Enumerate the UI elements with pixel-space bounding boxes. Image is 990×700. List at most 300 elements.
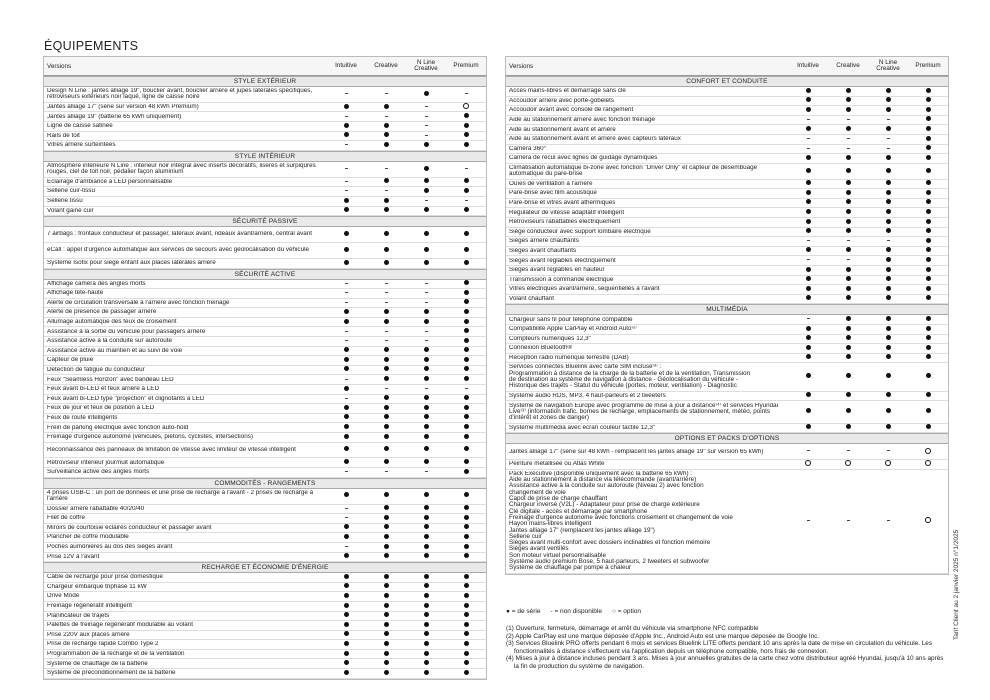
standard-dot-icon	[464, 366, 469, 371]
table-row	[44, 650, 486, 660]
standard-dot-icon	[464, 395, 469, 400]
row-label: Affichage tête-haute	[47, 290, 104, 297]
standard-dot-icon	[806, 155, 811, 160]
availability-cell	[828, 316, 868, 323]
availability-cell	[868, 345, 908, 352]
not-available-dash-icon	[425, 135, 428, 136]
standard-dot-icon	[344, 622, 349, 627]
standard-dot-icon	[886, 126, 891, 131]
standard-dot-icon	[344, 104, 349, 109]
availability-cell	[446, 376, 486, 383]
availability-cell	[326, 612, 366, 619]
availability-cell	[326, 366, 366, 373]
availability-cell	[868, 354, 908, 361]
standard-dot-icon	[384, 405, 389, 410]
footnote: (1) Ouverture, fermeture, démarrage et arrêt du véhicule via smartphone NFC compatible	[506, 625, 759, 632]
availability-cell	[446, 366, 486, 373]
standard-dot-icon	[424, 347, 429, 352]
not-available-dash-icon	[345, 517, 348, 518]
availability-cell	[406, 123, 446, 129]
table-row	[44, 207, 486, 217]
availability-cell	[828, 518, 868, 524]
standard-dot-icon	[886, 267, 891, 272]
availability-cell	[828, 424, 868, 431]
standard-dot-icon	[384, 366, 389, 371]
availability-cell	[868, 408, 908, 415]
standard-dot-icon	[424, 670, 429, 675]
standard-dot-icon	[464, 113, 469, 118]
standard-dot-icon	[424, 515, 429, 520]
availability-cell	[326, 446, 366, 453]
row-label: Alerte de présence de passager arrière	[47, 309, 157, 316]
section-header: RECHARGE ET ÉCONOMIE D'ÉNERGIE	[44, 562, 486, 573]
standard-dot-icon	[806, 286, 811, 291]
row-label: Feux "Seamless Horizon" avec bandeau LED	[47, 376, 174, 383]
availability-cell	[868, 238, 908, 244]
standard-dot-icon	[886, 247, 891, 252]
row-label: 4 prises USB-C : un port de données et une prise de recharge à l'avant - 2 prises de recharge à l'arrière	[47, 489, 314, 503]
availability-cell	[406, 247, 446, 254]
row-label: Alerte de circulation transversale à l'arrière avec fonction freinage	[47, 299, 230, 306]
availability-cell	[406, 469, 446, 475]
availability-cell	[868, 146, 908, 152]
table-row	[506, 164, 948, 180]
availability-cell	[366, 424, 406, 431]
availability-cell	[366, 670, 406, 677]
standard-dot-icon	[424, 446, 429, 451]
availability-cell	[868, 326, 908, 333]
standard-dot-icon	[886, 155, 891, 160]
option-ring-icon	[463, 103, 469, 109]
availability-cell	[366, 593, 406, 600]
availability-cell	[908, 295, 948, 302]
availability-cell	[366, 469, 406, 475]
row-label: Pare-brise et vitres avant athermiques	[509, 199, 616, 206]
not-available-dash-icon	[465, 93, 468, 94]
column-header-versions: Versions	[47, 62, 72, 70]
standard-dot-icon	[464, 622, 469, 627]
not-available-dash-icon	[807, 450, 810, 451]
availability-cell	[908, 168, 948, 175]
table-row	[44, 612, 486, 622]
row-label: Système multimédia avec écran couleur tactile 12,3"	[509, 424, 656, 431]
not-available-dash-icon	[465, 168, 468, 169]
standard-dot-icon	[424, 641, 429, 646]
availability-cell	[446, 290, 486, 297]
standard-dot-icon	[384, 622, 389, 627]
standard-dot-icon	[846, 228, 851, 233]
availability-cell	[788, 373, 828, 380]
availability-cell	[406, 492, 446, 499]
standard-dot-icon	[806, 424, 811, 429]
standard-dot-icon	[464, 434, 469, 439]
standard-dot-icon	[384, 414, 389, 419]
availability-cell	[446, 414, 486, 421]
availability-cell	[406, 133, 446, 139]
table-row	[44, 132, 486, 142]
availability-cell	[446, 166, 486, 172]
not-available-dash-icon	[345, 471, 348, 472]
standard-dot-icon	[424, 166, 429, 171]
availability-cell	[828, 180, 868, 187]
standard-dot-icon	[926, 316, 931, 321]
standard-dot-icon	[464, 207, 469, 212]
not-available-dash-icon	[465, 388, 468, 389]
standard-dot-icon	[846, 267, 851, 272]
standard-dot-icon	[344, 260, 349, 265]
availability-cell	[366, 641, 406, 648]
availability-cell	[828, 155, 868, 162]
standard-dot-icon	[846, 392, 851, 397]
standard-dot-icon	[344, 459, 349, 464]
standard-dot-icon	[464, 651, 469, 656]
availability-cell	[446, 641, 486, 648]
availability-cell	[788, 408, 828, 415]
availability-cell	[366, 395, 406, 402]
row-label: Atmosphère intérieure N Line : intérieur noir intégral avec inserts décoratifs, liserés et surpiqûres rouges, ciel de toit noir, pédalier façon aluminium	[47, 163, 316, 176]
availability-cell	[406, 544, 446, 551]
availability-cell	[868, 126, 908, 133]
row-label: Accoudoir avant avec console de rangement	[509, 107, 634, 114]
availability-cell	[446, 534, 486, 541]
standard-dot-icon	[424, 505, 429, 510]
availability-cell	[446, 338, 486, 345]
availability-cell	[326, 329, 366, 335]
standard-dot-icon	[384, 123, 389, 128]
availability-cell	[868, 107, 908, 114]
row-label: Filet de coffre	[47, 515, 86, 522]
availability-cell	[446, 524, 486, 531]
standard-dot-icon	[344, 405, 349, 410]
standard-dot-icon	[384, 603, 389, 608]
row-label: Allumage automatique des feux de croisement	[47, 319, 177, 326]
availability-cell	[366, 281, 406, 287]
availability-cell	[366, 553, 406, 560]
availability-cell	[326, 338, 366, 344]
availability-cell	[366, 515, 406, 522]
availability-cell	[406, 231, 446, 238]
not-available-dash-icon	[807, 318, 810, 319]
table-row	[506, 154, 948, 164]
row-label: Transmission à commande électrique	[509, 276, 614, 283]
column-header-n-line-creative: N Line Creative	[414, 58, 438, 72]
standard-dot-icon	[344, 347, 349, 352]
standard-dot-icon	[344, 574, 349, 579]
availability-cell	[868, 219, 908, 226]
availability-cell	[828, 373, 868, 380]
standard-dot-icon	[384, 574, 389, 579]
availability-cell	[788, 190, 828, 197]
standard-dot-icon	[344, 309, 349, 314]
availability-cell	[446, 328, 486, 335]
row-label: Réception radio numérique terrestre (DAB)	[509, 354, 629, 361]
availability-cell	[828, 238, 868, 244]
standard-dot-icon	[886, 345, 891, 350]
availability-cell	[828, 146, 868, 152]
row-label: Capteur de pluie	[47, 357, 94, 364]
availability-cell	[908, 345, 948, 352]
standard-dot-icon	[424, 142, 429, 147]
table-row	[506, 218, 948, 228]
table-row	[506, 276, 948, 286]
availability-cell	[326, 207, 366, 214]
standard-dot-icon	[926, 354, 931, 359]
availability-cell	[366, 338, 406, 344]
standard-dot-icon	[344, 651, 349, 656]
not-available-dash-icon	[887, 520, 890, 521]
availability-cell	[406, 395, 446, 402]
availability-cell	[326, 91, 366, 97]
standard-dot-icon	[384, 376, 389, 381]
row-label: Système de chauffage de la batterie	[47, 660, 148, 667]
availability-cell	[446, 198, 486, 204]
column-header-premium: Premium	[453, 61, 479, 69]
availability-cell	[406, 91, 446, 98]
table-row	[44, 162, 486, 178]
standard-dot-icon	[464, 660, 469, 665]
availability-cell	[868, 392, 908, 399]
availability-cell	[326, 506, 366, 512]
availability-cell	[366, 651, 406, 658]
standard-dot-icon	[424, 188, 429, 193]
availability-cell	[326, 114, 366, 120]
availability-cell	[446, 553, 486, 560]
availability-cell	[366, 583, 406, 590]
standard-dot-icon	[464, 583, 469, 588]
standard-dot-icon	[464, 299, 469, 304]
standard-dot-icon	[886, 107, 891, 112]
standard-dot-icon	[926, 276, 931, 281]
standard-dot-icon	[344, 583, 349, 588]
standard-dot-icon	[344, 593, 349, 598]
row-label: Drive Mode	[47, 593, 80, 600]
standard-dot-icon	[384, 534, 389, 539]
side-note: Tarif Client au 2 janvier 2025 n°1/2025	[953, 529, 960, 640]
not-available-dash-icon	[887, 240, 890, 241]
standard-dot-icon	[846, 316, 851, 321]
table-row	[44, 458, 486, 468]
availability-cell	[828, 136, 868, 142]
standard-dot-icon	[886, 276, 891, 281]
not-available-dash-icon	[425, 340, 428, 341]
table-row	[44, 347, 486, 357]
not-available-dash-icon	[345, 508, 348, 509]
option-ring-icon	[925, 517, 931, 523]
standard-dot-icon	[806, 326, 811, 331]
standard-dot-icon	[886, 424, 891, 429]
row-label: Système audio RDS, MP3, 4 haut-parleurs et 2 tweeters	[509, 392, 666, 399]
availability-cell	[326, 641, 366, 648]
availability-cell	[366, 366, 406, 373]
row-label: Affichage caméra des angles morts	[47, 280, 146, 287]
availability-cell	[326, 247, 366, 254]
availability-cell	[868, 295, 908, 302]
standard-dot-icon	[846, 247, 851, 252]
table-row	[44, 468, 486, 478]
table-row	[44, 543, 486, 553]
availability-cell	[868, 518, 908, 524]
standard-dot-icon	[344, 357, 349, 362]
availability-cell	[788, 326, 828, 333]
availability-cell	[788, 286, 828, 293]
not-available-dash-icon	[807, 119, 810, 120]
availability-cell	[868, 228, 908, 235]
standard-dot-icon	[344, 446, 349, 451]
standard-dot-icon	[384, 524, 389, 529]
availability-cell	[828, 107, 868, 114]
availability-cell	[366, 524, 406, 531]
availability-cell	[406, 574, 446, 581]
row-label: Prise de recharge rapide Combo Type 2	[47, 641, 159, 648]
row-label: Palettes de freinage régénératif modulable au volant	[47, 622, 193, 629]
row-label: Détection de fatigue du conducteur	[47, 366, 145, 373]
standard-dot-icon	[806, 88, 811, 93]
standard-dot-icon	[926, 257, 931, 262]
table-row	[506, 247, 948, 257]
table-row	[44, 395, 486, 405]
availability-cell	[788, 228, 828, 235]
table-body	[506, 76, 948, 574]
availability-cell	[366, 376, 406, 383]
row-label: Système Isofix pour siège enfant aux places latérales arrière	[47, 260, 216, 267]
standard-dot-icon	[384, 544, 389, 549]
availability-cell	[326, 515, 366, 521]
availability-cell	[326, 198, 366, 205]
section-header: COMMODITÉS - RANGEMENTS	[44, 478, 486, 489]
not-available-dash-icon	[887, 450, 890, 451]
availability-cell	[788, 219, 828, 226]
section-header: STYLE EXTÉRIEUR	[44, 76, 486, 87]
not-available-dash-icon	[847, 520, 850, 521]
availability-cell	[446, 544, 486, 551]
standard-dot-icon	[926, 199, 931, 204]
standard-dot-icon	[424, 651, 429, 656]
standard-dot-icon	[464, 469, 469, 474]
not-available-dash-icon	[385, 283, 388, 284]
availability-cell	[908, 97, 948, 104]
availability-cell	[406, 347, 446, 354]
row-label: Accès mains-libres et démarrage sans clé	[509, 88, 626, 95]
standard-dot-icon	[384, 505, 389, 510]
availability-cell	[788, 258, 828, 264]
availability-cell	[446, 492, 486, 499]
availability-cell	[366, 319, 406, 326]
table-row	[506, 363, 948, 392]
availability-cell	[446, 660, 486, 667]
table-row	[44, 87, 486, 103]
footnote: (4) Mises à jour à distance incluses pendant 3 ans. Mises à jour annuelles gratuites de la carte chez votre distributeur agréé Hyundai, jusqu'à 10 ans après la fin de production du système de navigation.	[506, 655, 944, 670]
standard-dot-icon	[344, 207, 349, 212]
availability-cell	[406, 424, 446, 431]
standard-dot-icon	[886, 335, 891, 340]
table-row	[506, 97, 948, 107]
standard-dot-icon	[464, 132, 469, 137]
row-label: Peinture métallisée ou Atlas White	[509, 461, 605, 468]
standard-dot-icon	[344, 641, 349, 646]
standard-dot-icon	[344, 424, 349, 429]
availability-cell	[446, 395, 486, 402]
standard-dot-icon	[344, 631, 349, 636]
row-label: Surveillance active des angles morts	[47, 469, 150, 476]
table-row	[44, 524, 486, 534]
availability-cell	[828, 97, 868, 104]
row-label: Régulateur de vitesse adaptatif intelligent	[509, 209, 625, 216]
availability-cell	[366, 544, 406, 551]
table-row	[506, 135, 948, 145]
availability-cell	[446, 593, 486, 600]
row-label: Planificateur de trajets	[47, 612, 110, 619]
availability-cell	[366, 231, 406, 238]
standard-dot-icon	[926, 247, 931, 252]
not-available-dash-icon	[887, 148, 890, 149]
column-header-creative: Creative	[836, 61, 860, 69]
standard-dot-icon	[464, 142, 469, 147]
availability-cell	[788, 97, 828, 104]
option-ring-icon	[805, 460, 811, 466]
availability-cell	[326, 553, 366, 560]
standard-dot-icon	[846, 424, 851, 429]
standard-dot-icon	[806, 107, 811, 112]
standard-dot-icon	[344, 366, 349, 371]
availability-cell	[326, 593, 366, 600]
table-body	[44, 76, 486, 679]
availability-cell	[366, 386, 406, 392]
standard-dot-icon	[926, 286, 931, 291]
availability-cell	[326, 534, 366, 541]
standard-dot-icon	[424, 574, 429, 579]
standard-dot-icon	[384, 660, 389, 665]
not-available-dash-icon	[345, 190, 348, 191]
table-row	[44, 489, 486, 505]
standard-dot-icon	[384, 347, 389, 352]
availability-cell	[326, 469, 366, 475]
not-available-dash-icon	[345, 302, 348, 303]
availability-cell	[788, 146, 828, 152]
standard-dot-icon	[846, 209, 851, 214]
legend-option: ○ = option	[611, 608, 642, 615]
availability-cell	[406, 414, 446, 421]
availability-cell	[788, 354, 828, 361]
standard-dot-icon	[424, 622, 429, 627]
availability-cell	[446, 91, 486, 97]
standard-dot-icon	[886, 316, 891, 321]
availability-cell	[446, 583, 486, 590]
row-label: Programmation de la recharge et de la ventilation	[47, 651, 185, 658]
availability-cell	[868, 335, 908, 342]
availability-cell	[366, 329, 406, 335]
standard-dot-icon	[344, 660, 349, 665]
availability-cell	[406, 309, 446, 316]
row-label: Pare-brise avec film acoustique	[509, 190, 597, 197]
not-available-dash-icon	[345, 340, 348, 341]
availability-cell	[326, 188, 366, 194]
availability-cell	[366, 434, 406, 441]
availability-cell	[406, 386, 446, 392]
standard-dot-icon	[424, 207, 429, 212]
table-row	[44, 533, 486, 543]
standard-dot-icon	[464, 338, 469, 343]
availability-cell	[828, 345, 868, 352]
availability-cell	[828, 449, 868, 455]
availability-cell	[366, 198, 406, 205]
availability-cell	[908, 448, 948, 456]
availability-cell	[366, 631, 406, 638]
availability-cell	[828, 88, 868, 95]
row-label: Système de navigation Europe avec programme de mise à jour à distance⁽⁴⁾ et services Hyundai Live⁽³⁾ (information trafic, bornes de recharge, emplacements de stationnement, météo, points d'intérêt et zones de danger)	[509, 402, 779, 422]
not-available-dash-icon	[887, 119, 890, 120]
not-available-dash-icon	[345, 144, 348, 145]
availability-cell	[446, 505, 486, 512]
